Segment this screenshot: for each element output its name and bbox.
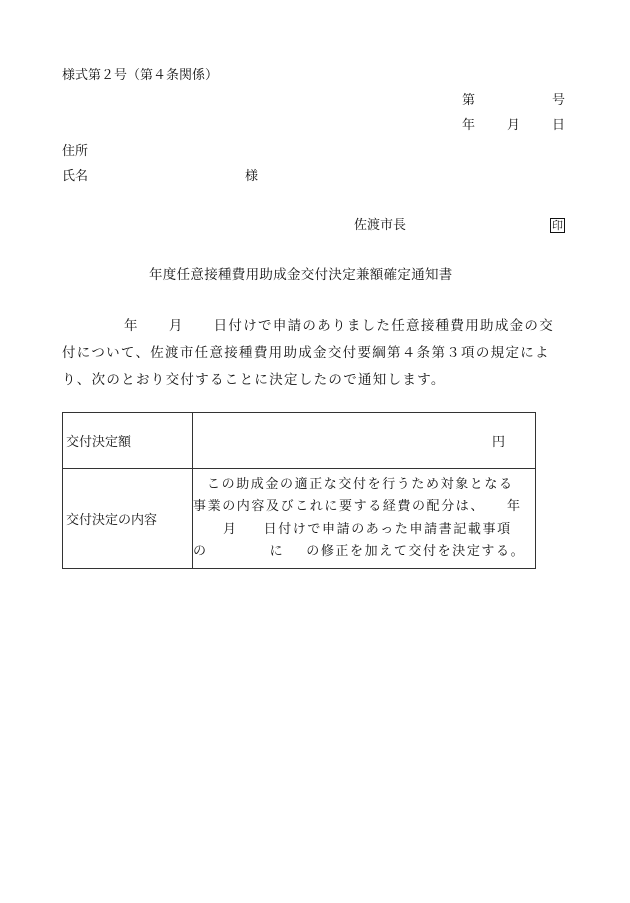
sender-title: 佐渡市長 xyxy=(354,218,407,233)
content-line-1 xyxy=(193,474,535,497)
doc-number-dai: 第 xyxy=(462,93,476,108)
decision-table xyxy=(62,412,536,569)
form-number: 様式第２号（第４条関係） xyxy=(62,68,219,83)
content-line-4-no: の xyxy=(193,544,208,559)
content-line-4-text: の修正を加えて交付を決定する。 xyxy=(306,544,526,559)
body-paragraph xyxy=(62,313,572,394)
amount-unit: 円 xyxy=(491,435,505,450)
content-line-1-text: この助成金の適正な交付を行うため対象となる xyxy=(207,476,514,492)
body-line-3: り、次のとおり交付することに決定したので通知します。 xyxy=(62,372,446,388)
date-day: 日 xyxy=(552,118,566,133)
body-line-1-text: 日付けで申請のありました任意接種費用助成金の交 xyxy=(213,318,555,334)
content-cell xyxy=(193,469,536,569)
content-line-4-ni: に xyxy=(269,544,285,559)
content-line-2 xyxy=(193,496,535,519)
table-row-content xyxy=(63,469,536,569)
content-line-3 xyxy=(193,519,535,542)
body-year: 年 xyxy=(124,318,139,334)
amount-label: 交付決定額 xyxy=(63,413,193,469)
content-text xyxy=(193,472,535,566)
content-line-3-text: 日付けで申請のあった申請書記載事項 xyxy=(263,521,512,537)
seal-char: 印 xyxy=(552,219,563,232)
body-line-1 xyxy=(62,313,572,340)
name-label: 氏名 xyxy=(62,169,89,184)
recipient-honorific: 様 xyxy=(245,169,259,184)
amount-value-cell xyxy=(193,413,536,469)
content-line-2-text: 事業の内容及びこれに要する経費の配分は、 xyxy=(193,499,486,514)
date-month: 月 xyxy=(507,118,521,133)
content-line-3-month: 月 xyxy=(223,521,238,537)
content-label: 交付決定の内容 xyxy=(63,469,193,569)
address-label: 住所 xyxy=(62,144,89,159)
content-line-4 xyxy=(193,541,535,564)
date-year: 年 xyxy=(462,118,476,133)
table-row-amount xyxy=(63,413,536,469)
doc-number-go: 号 xyxy=(552,93,566,108)
body-month: 月 xyxy=(168,318,184,334)
content-line-2-year: 年 xyxy=(507,499,522,514)
document-title: 年度任意接種費用助成金交付決定兼額確定通知書 xyxy=(149,267,453,283)
seal-mark xyxy=(550,218,565,233)
body-line-2: 付について、佐渡市任意接種費用助成金交付要綱第４条第３項の規定によ xyxy=(62,345,550,361)
